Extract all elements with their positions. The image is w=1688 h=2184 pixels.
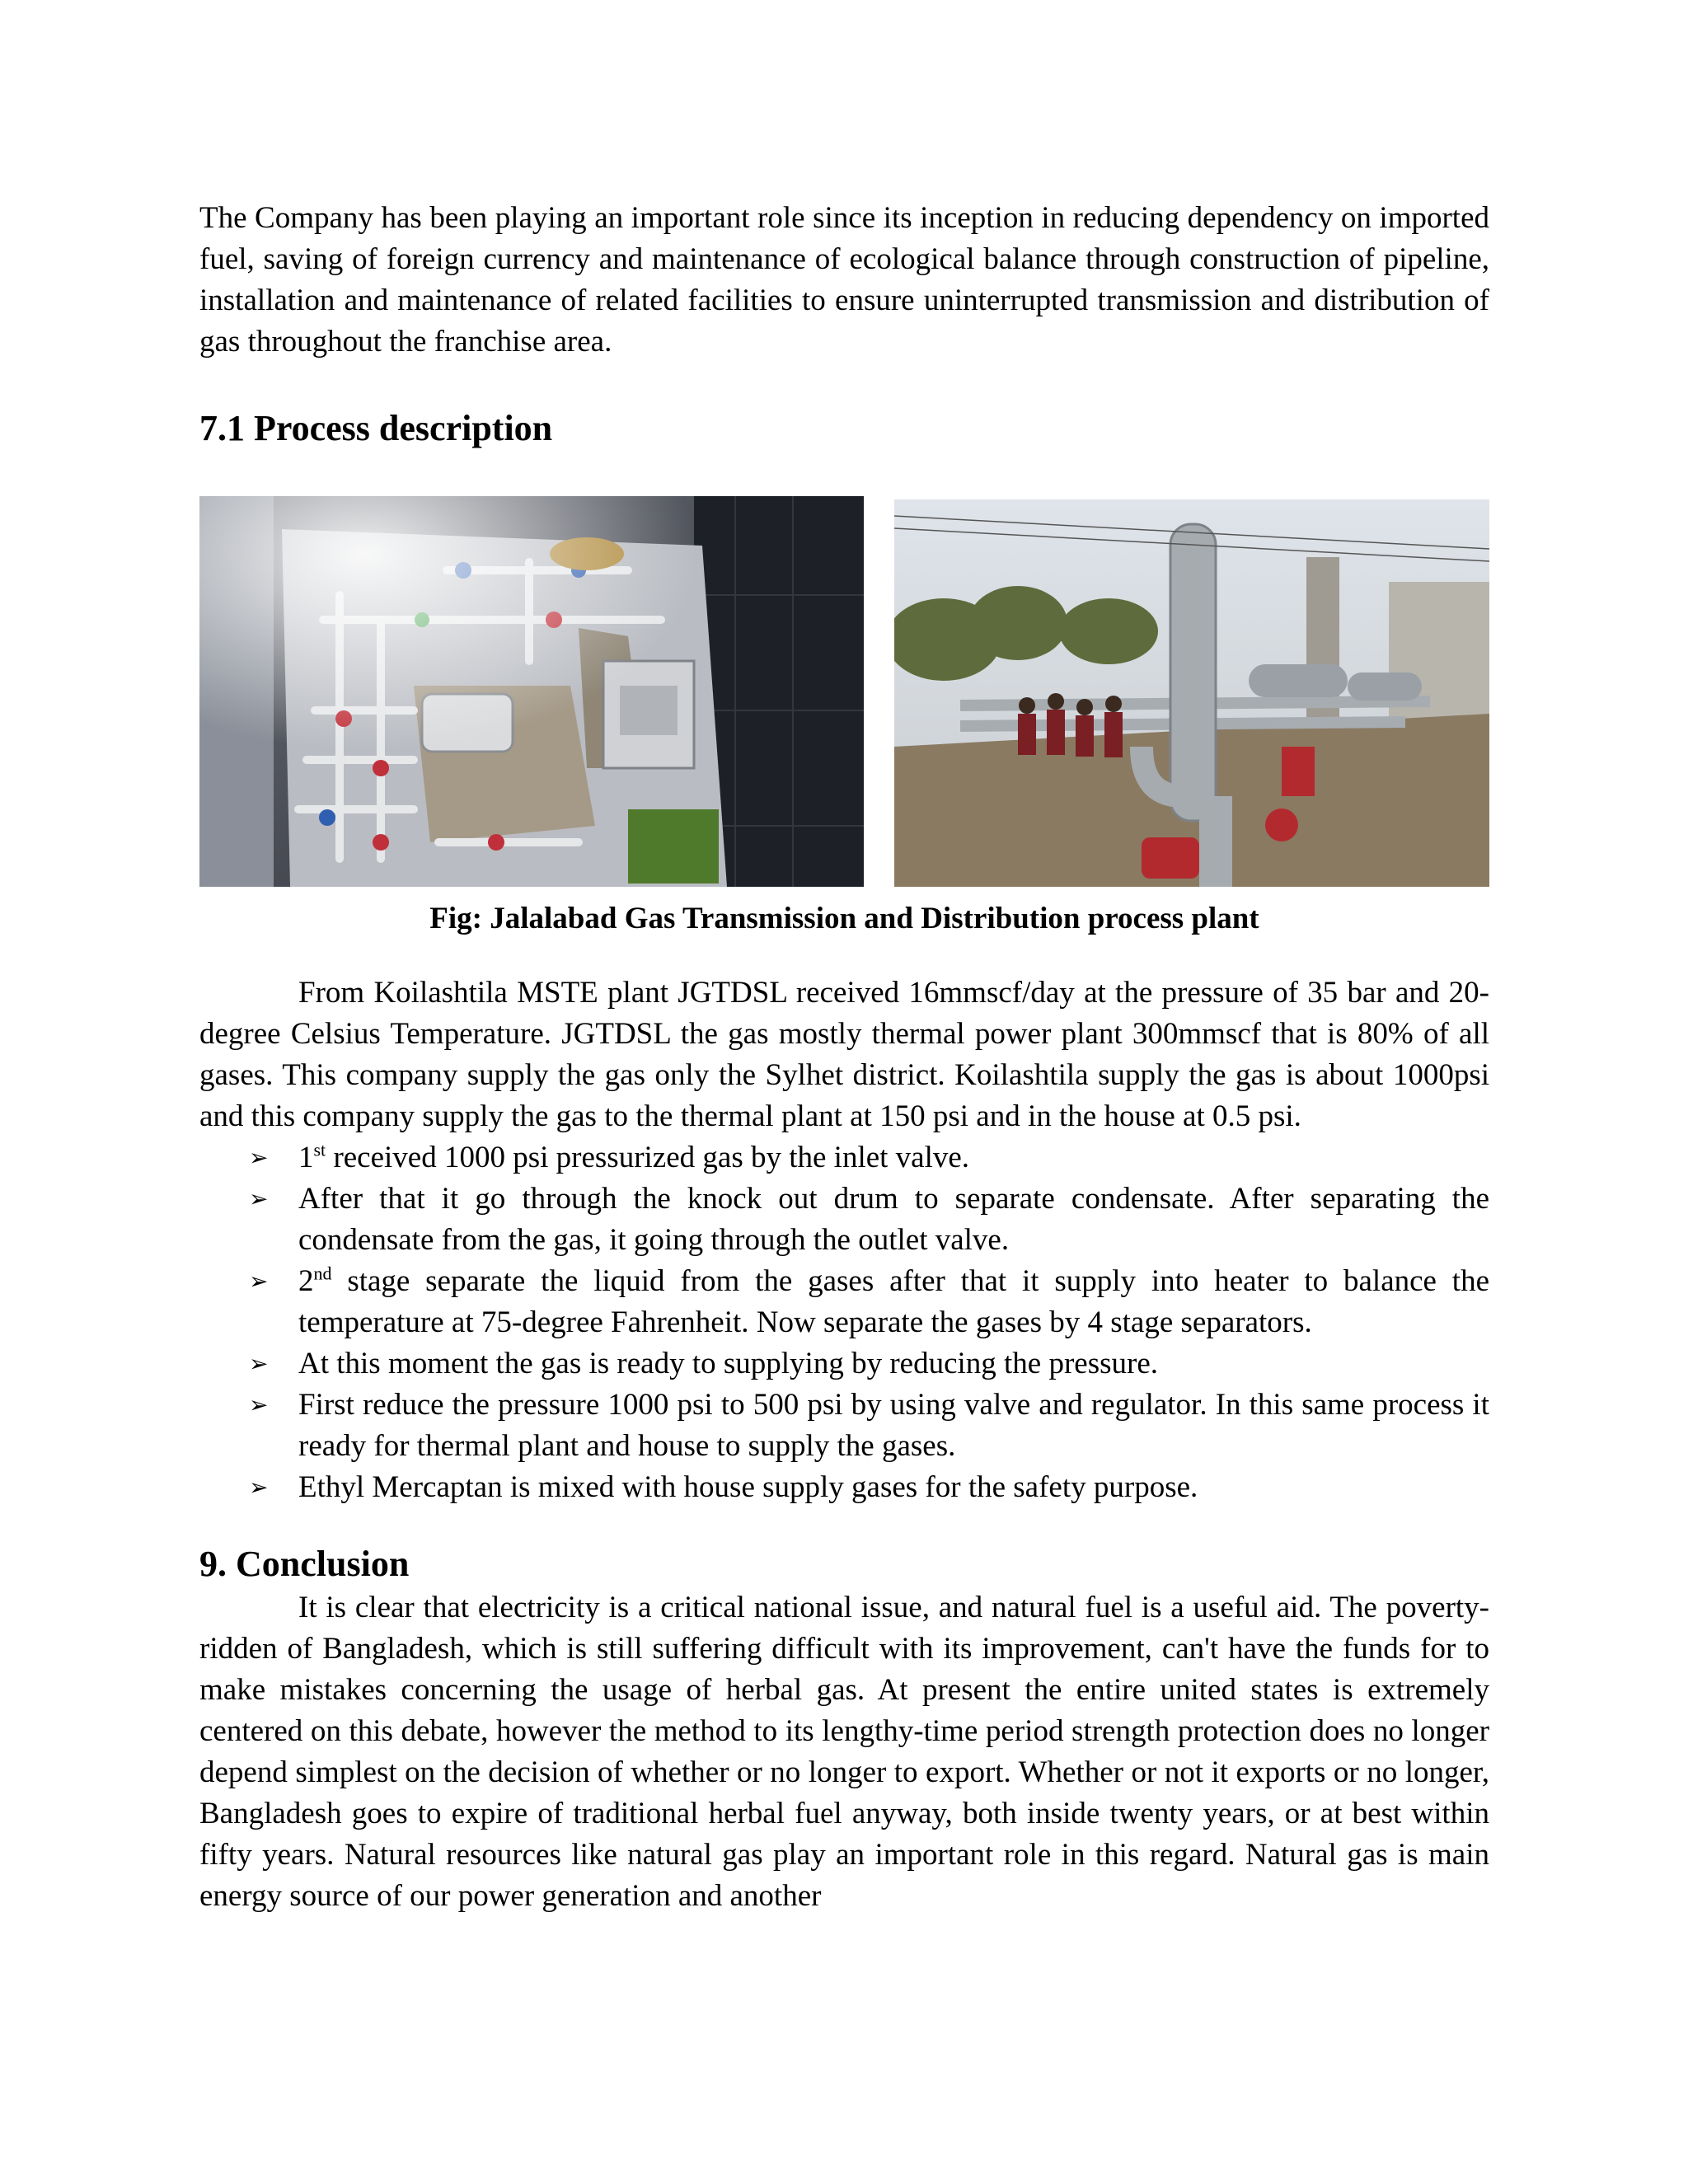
plant-site-photo (894, 499, 1489, 887)
intro-paragraph: The Company has been playing an important role since its inception in reducing dependency on imported fuel, saving of foreign currency and maintenance of ecological balance through construction of pipeline, installation and maintenance of related facilities to ensure uninterrupted transmission and distribution of gas throughout the franchise area. (199, 201, 1489, 359)
arrow-bullet-icon: ➢ (249, 1185, 269, 1212)
conclusion-heading: 9. Conclusion (199, 1544, 410, 1584)
list-item: ➢ Ethyl Mercaptan is mixed with house supply gases for the safety purpose. (199, 1467, 1489, 1508)
figure-caption: Fig: Jalalabad Gas Transmission and Distribution process plant (429, 902, 1259, 935)
arrow-bullet-icon: ➢ (249, 1474, 269, 1501)
list-item: ➢ At this moment the gas is ready to supplying by reducing the pressure. (199, 1343, 1489, 1385)
arrow-bullet-icon: ➢ (249, 1350, 269, 1377)
arrow-bullet-icon: ➢ (249, 1144, 269, 1171)
figure-photos (199, 496, 1489, 892)
conclusion-paragraph: It is clear that electricity is a critical national issue, and natural fuel is a useful aid. The poverty-ridden of Bangladesh, which is still suffering difficult with its improvement, can't have the funds for to make mistakes concerning the usage of herbal gas. At present the entire united states is extremely centered on this debate, however the method to its lengthy-time period strength protection does no longer depend simplest on the decision of whether or no longer to export. Whether or not it exports or no longer, Bangladesh goes to expire of traditional herbal fuel anyway, both inside twenty years, or at best within fifty years. Natural resources like natural gas play an important role in this regard. Natural gas is main energy source of our power generation and another (199, 1591, 1489, 1913)
plant-model-photo (199, 496, 864, 887)
page-content (199, 198, 1489, 1917)
process-paragraph: From Koilashtila MSTE plant JGTDSL received 16mmscf/day at the pressure of 35 bar and 20-degree Celsius Temperature. JGTDSL the gas mostly thermal power plant 300mmscf that is 80% of all gases. This company supply the gas only the Sylhet district. Koilashtila supply the gas is about 1000psi and this company supply the gas to the thermal plant at 150 psi and in the house at 0.5 psi. (199, 976, 1489, 1133)
process-heading: 7.1 Process description (199, 408, 553, 448)
arrow-bullet-icon: ➢ (249, 1391, 269, 1418)
list-item: ➢ 1st received 1000 psi pressurized gas by the inlet valve. (199, 1137, 1489, 1179)
arrow-bullet-icon: ➢ (249, 1268, 269, 1295)
list-item: ➢ After that it go through the knock out drum to separate condensate. After separating the condensate from the gas, it going through the outlet valve. (199, 1179, 1489, 1261)
list-item: ➢ 2nd stage separate the liquid from the gases after that it supply into heater to balance the temperature at 75-degree Fahrenheit. Now separate the gases by 4 stage separators. (199, 1261, 1489, 1343)
process-steps-list (199, 1137, 1489, 1508)
list-item: ➢ First reduce the pressure 1000 psi to 500 psi by using valve and regulator. In this same process it ready for thermal plant and house to supply the gases. (199, 1385, 1489, 1467)
